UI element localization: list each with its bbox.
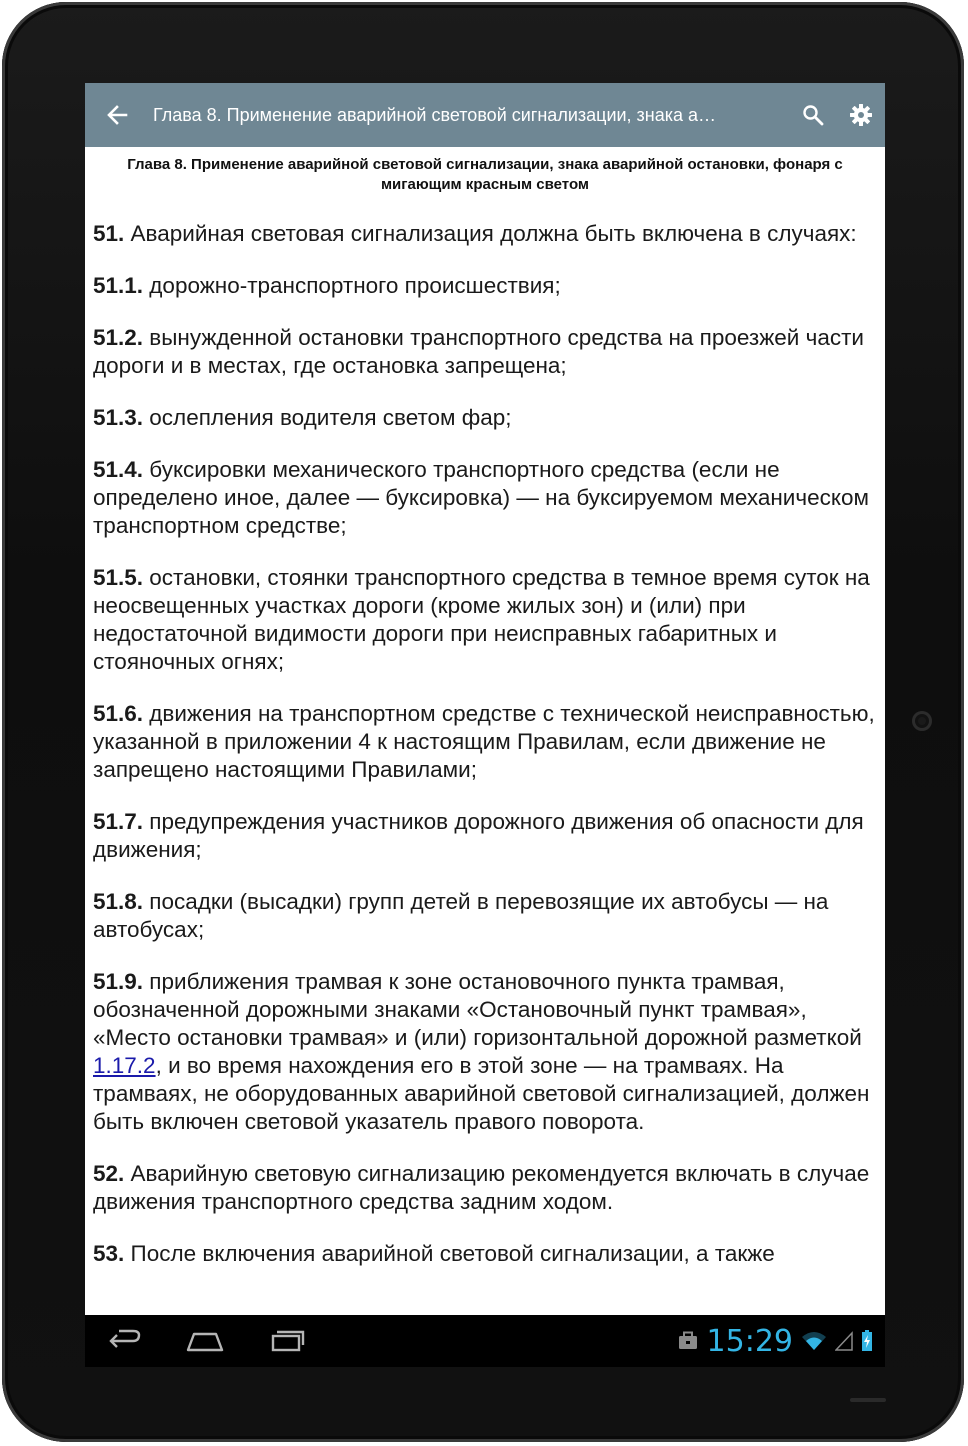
chapter-heading: Глава 8. Применение аварийной световой сигнализации, знака аварийной остановки, фонаря с мигающим красным светом: [127, 156, 843, 193]
paragraph-51-8: [93, 888, 877, 944]
paragraph-51-9: [93, 968, 877, 1136]
paragraph-text: , и во время нахождения его в этой зоне — на трамваях. На трамваях, не оборудованных аварийной световой сигнализацией, должен быть включен световой указатель правого поворота.: [93, 1053, 870, 1134]
nav-back-icon: [105, 1329, 145, 1353]
gear-icon: [849, 103, 873, 127]
paragraph-number: 51.1.: [93, 273, 144, 298]
paragraph-51-5: [93, 564, 877, 676]
battery-charging-icon: [861, 1330, 873, 1352]
system-navigation-bar: [85, 1315, 885, 1367]
paragraph-text: предупреждения участников дорожного движения об опасности для движения;: [93, 809, 864, 862]
paragraph-number: 52.: [93, 1161, 125, 1186]
nav-recents-button[interactable]: [255, 1323, 319, 1359]
speaker-grille: [850, 1398, 886, 1402]
paragraph-51-7: [93, 808, 877, 864]
arrow-back-icon: [106, 104, 128, 126]
app-screen: [85, 83, 885, 1315]
paragraph-text: ослепления водителя светом фар;: [143, 405, 512, 430]
camera-icon: [912, 711, 932, 731]
briefcase-icon: [677, 1331, 699, 1351]
paragraph-51-4: [93, 456, 877, 540]
signal-icon: [835, 1331, 853, 1351]
paragraph-text: буксировки механического транспортного средства (если не определено иное, далее — буксировка) — на буксируемом механическом транспортном средстве;: [93, 457, 869, 538]
status-area[interactable]: [677, 1315, 873, 1367]
paragraph-51-6: [93, 700, 877, 784]
status-clock: 15:29: [706, 1323, 793, 1359]
paragraph-number: 53.: [93, 1241, 125, 1266]
search-icon: [802, 104, 824, 126]
paragraph-number: 51.9.: [93, 969, 144, 994]
paragraph-text: посадки (высадки) групп детей в перевозящие их автобусы — на автобусах;: [93, 889, 829, 942]
paragraph-53: [93, 1240, 877, 1268]
paragraph-51-3: [93, 404, 877, 432]
nav-back-button[interactable]: [93, 1323, 157, 1359]
wifi-icon: [801, 1331, 827, 1351]
paragraph-number: 51.8.: [93, 889, 144, 914]
paragraph-text: приближения трамвая к зоне остановочного пункта трамвая, обозначенной дорожными знаками «Остановочный пункт трамвая», «Место остановки трамвая» и (или) горизонтальной дорожной разметкой: [93, 969, 862, 1050]
paragraph-52: [93, 1160, 877, 1216]
recent-apps-icon: [267, 1329, 307, 1353]
paragraph-number: 51.7.: [93, 809, 144, 834]
paragraph-text: Аварийную световую сигнализацию рекомендуется включать в случае движения транспортного средства задним ходом.: [93, 1161, 870, 1214]
search-button[interactable]: [789, 83, 837, 147]
back-button[interactable]: [85, 83, 149, 147]
paragraph-text: движения на транспортном средстве с технической неисправностью, указанной в приложении 4 к настоящим Правилам, если движение не запрещено настоящими Правилами;: [93, 701, 875, 782]
paragraph-51-1: [93, 272, 877, 300]
nav-home-button[interactable]: [173, 1323, 237, 1359]
paragraph-text: остановки, стоянки транспортного средства в темное время суток на неосвещенных участках дороги (кроме жилых зон) и (или) при недостаточной видимости дороги при неисправных габаритных и стояночных огнях;: [93, 565, 870, 674]
paragraph-number: 51.: [93, 221, 125, 246]
paragraph-number: 51.2.: [93, 325, 144, 350]
paragraph-number: 51.6.: [93, 701, 144, 726]
paragraph-text: вынужденной остановки транспортного средства на проезжей части дороги и в местах, где остановка запрещена;: [93, 325, 864, 378]
markup-link-1-17-2[interactable]: 1.17.2: [93, 1053, 156, 1078]
paragraph-number: 51.5.: [93, 565, 144, 590]
paragraph-51: [93, 220, 877, 248]
page-title: Глава 8. Применение аварийной световой сигнализации, знака а…: [153, 104, 717, 125]
paragraph-51-2: [93, 324, 877, 380]
paragraph-text: дорожно-транспортного происшествия;: [143, 273, 561, 298]
home-icon: [184, 1329, 226, 1353]
paragraph-number: 51.3.: [93, 405, 144, 430]
paragraph-text: После включения аварийной световой сигнализации, а также: [124, 1241, 775, 1266]
paragraph-number: 51.4.: [93, 457, 144, 482]
action-bar: [85, 83, 885, 147]
paragraph-text: Аварийная световая сигнализация должна быть включена в случаях:: [124, 221, 857, 246]
article-content[interactable]: [85, 147, 885, 1315]
settings-button[interactable]: [837, 83, 885, 147]
